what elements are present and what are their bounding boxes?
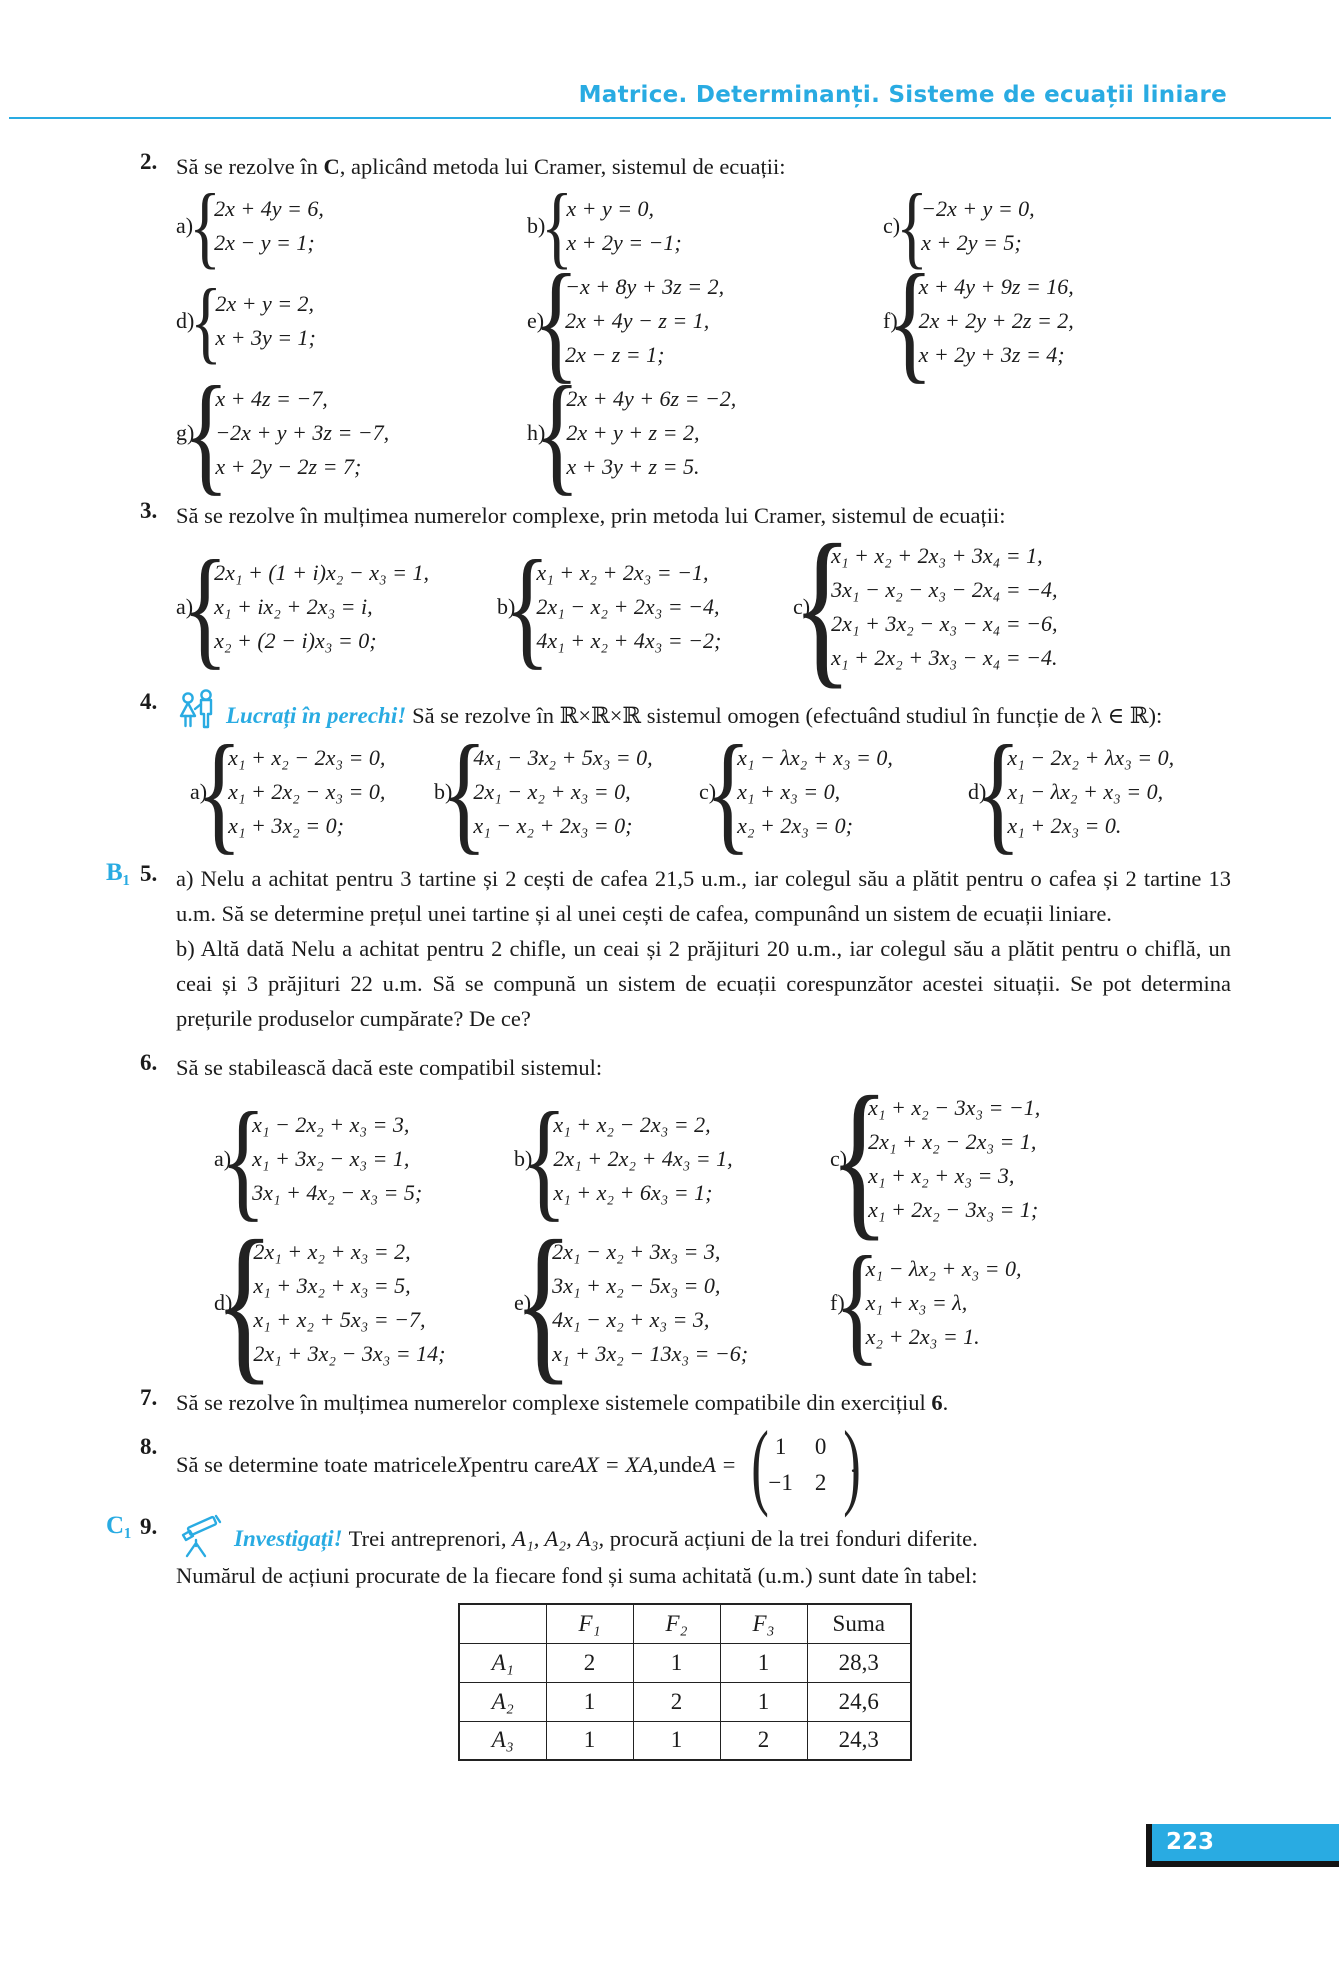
problem-number: 7.: [140, 1385, 158, 1410]
table-cell: 1: [546, 1721, 633, 1760]
system-label: e): [527, 308, 545, 333]
equation: 2x − z = 1;: [565, 342, 665, 367]
system-2e: [527, 270, 883, 372]
equations: [215, 382, 389, 484]
equation: 2x₁ + 3x₂ − x₃ − x₄ = −6,: [831, 611, 1058, 636]
problem-number: 6.: [140, 1050, 158, 1075]
funds-table: [458, 1603, 912, 1761]
set-symbol: C: [323, 154, 340, 179]
table-cell: 24,6: [807, 1682, 911, 1721]
equation: 3x₁ − x₂ − x₃ − 2x₄ = −4,: [831, 577, 1058, 602]
table-cell: A₁: [459, 1643, 546, 1682]
equation: x₁ + x₂ + 2x₃ + 3x₄ = 1,: [831, 543, 1043, 568]
system-label: b): [527, 213, 546, 238]
equations: [921, 192, 1035, 260]
equation: x₂ + 2x₃ = 0;: [737, 813, 853, 838]
equations: [214, 192, 324, 260]
system-2f: [883, 270, 1074, 372]
system-label: b): [434, 779, 453, 804]
equations: [228, 741, 385, 843]
table-cell: F₁: [546, 1604, 633, 1643]
equation: 2x₁ + x₂ − 2x₃ = 1,: [868, 1129, 1037, 1154]
work-in-pairs-badge: Lucrați în perechi!: [226, 703, 407, 728]
equations: [565, 270, 724, 372]
table-cell: 2: [546, 1643, 633, 1682]
problem-9: [106, 1512, 1231, 1761]
equation: x₁ + x₃ = 0,: [737, 779, 841, 804]
system-label: f): [830, 1290, 845, 1315]
table-cell: F₂: [633, 1604, 720, 1643]
equation: 2x − y = 1;: [214, 230, 315, 255]
table-row: [459, 1643, 911, 1682]
equations: [252, 1108, 422, 1210]
problem-3: [140, 498, 1231, 675]
equations: [473, 741, 652, 843]
equation: x + 2y − 2z = 7;: [215, 454, 362, 479]
problem-6: [140, 1050, 1231, 1371]
matrix-grid: [758, 1434, 836, 1496]
equation: x₁ + x₂ + 6x₃ = 1;: [553, 1180, 713, 1205]
system-label: d): [968, 779, 987, 804]
equation: 2x + 2y + 2z = 2,: [918, 308, 1074, 333]
equations: [919, 270, 1074, 372]
entrepreneur-symbols: A₁, A₂, A₃,: [512, 1526, 605, 1551]
equation: 3x₁ + x₂ − 5x₃ = 0,: [552, 1273, 721, 1298]
matrix-cell: 0: [814, 1434, 827, 1459]
system-label: b): [514, 1146, 533, 1171]
system-label: c): [883, 213, 901, 238]
system-label: a): [176, 213, 194, 238]
system-2g: [176, 382, 527, 484]
equation: x + 2y + 3z = 4;: [918, 342, 1065, 367]
equations: [566, 382, 736, 484]
system-label: d): [176, 308, 195, 333]
systems-row: [176, 539, 1231, 675]
problem-number: 4.: [140, 689, 158, 714]
system-label: b): [497, 594, 516, 619]
systems-row: [214, 1091, 1231, 1227]
equation: x + 2y = −1;: [566, 230, 682, 255]
equation: x₁ − λx₂ + x₃ = 0,: [737, 745, 893, 770]
equation: 2x + y = 2,: [215, 291, 315, 316]
investigate-badge: Investigați!: [234, 1526, 343, 1551]
problem-5: [106, 859, 1231, 1036]
table-cell: F₃: [720, 1604, 807, 1643]
system-2h: [527, 382, 736, 484]
system-label: h): [527, 420, 546, 445]
equation: x₁ + x₂ − 3x₃ = −1,: [868, 1095, 1041, 1120]
problem-text: Să se rezolve în mulțimea numerelor complexe, prin metoda lui Cramer, sistemul de ecuații:: [176, 503, 1006, 528]
equation: x₁ + 3x₂ + x₃ = 5,: [253, 1273, 411, 1298]
problem-2: [140, 149, 1231, 484]
equation: x₁ + 3x₂ = 0;: [228, 813, 344, 838]
formula: AX = XA,: [571, 1452, 659, 1477]
table-cell: 1: [546, 1682, 633, 1721]
system-4c: [699, 741, 968, 843]
equation: 3x₁ + 4x₂ − x₃ = 5;: [252, 1180, 423, 1205]
equation: 2x + 4y = 6,: [214, 196, 324, 221]
system-3b: [497, 556, 793, 658]
system-label: f): [883, 308, 898, 333]
system-label: a): [176, 594, 194, 619]
system-6b: [514, 1108, 830, 1210]
exercise-ref: 6: [931, 1390, 943, 1415]
system-2a: [176, 192, 527, 260]
equation: x₁ + 2x₂ + 3x₃ − x₄ = −4.: [831, 645, 1058, 670]
equation: 4x₁ + x₂ + 4x₃ = −2;: [536, 628, 722, 653]
system-label: c): [830, 1146, 848, 1171]
equation: x₁ + x₂ + x₃ = 3,: [868, 1163, 1015, 1188]
equation: x₁ + 3x₂ − 13x₃ = −6;: [552, 1341, 749, 1366]
system-4b: [434, 741, 699, 843]
problem-text: b) Altă dată Nelu a achitat pentru 2 chifle, un ceai și 2 prăjituri 20 u.m., iar colegul său a plătit pentru o chiflă, un ceai și 3 prăjituri 22 u.m. Să se compună un sistem de ecuații corespunzător acestei situații. Se pot determina prețurile produselor cumpărate? De ce?: [176, 936, 1231, 1031]
equation: −2x + y = 0,: [921, 196, 1035, 221]
matrix: [744, 1434, 850, 1496]
systems-row: [190, 741, 1231, 843]
equation: x₁ + 2x₃ = 0.: [1007, 813, 1122, 838]
equation: x₁ − 2x₂ + x₃ = 3,: [252, 1112, 410, 1137]
equation: x₁ + x₂ + 2x₃ = −1,: [536, 560, 709, 585]
equation: x₁ − λx₂ + x₃ = 0,: [865, 1256, 1022, 1281]
equation: 2x₁ − x₂ + x₃ = 0,: [473, 779, 631, 804]
equation: 2x₁ + x₂ + x₃ = 2,: [253, 1239, 411, 1264]
problem-7: [140, 1385, 1231, 1420]
matrix-cell: 2: [814, 1470, 827, 1495]
table-cell: 1: [720, 1643, 807, 1682]
equation: 2x + 4y − z = 1,: [565, 308, 710, 333]
equation: x + y = 0,: [566, 196, 655, 221]
equations: [552, 1235, 748, 1371]
equation: x₁ − λx₂ + x₃ = 0,: [1007, 779, 1164, 804]
matrix-cell: −1: [768, 1470, 793, 1495]
equation: 2x₁ + (1 + i)x₂ − x₃ = 1,: [214, 560, 429, 585]
problem-number: 3.: [140, 498, 158, 523]
equation: 2x₁ + 2x₂ + 4x₃ = 1,: [553, 1146, 733, 1171]
system-label: e): [514, 1290, 532, 1315]
equation: x + 3y = 1;: [215, 325, 316, 350]
equations: [253, 1235, 445, 1371]
table-cell: 28,3: [807, 1643, 911, 1682]
system-label: g): [176, 420, 195, 445]
equation: x + 3y + z = 5.: [566, 454, 700, 479]
system-3c: [793, 539, 1057, 675]
problem-number: 8.: [140, 1434, 158, 1459]
equation: 2x₁ − x₂ + 2x₃ = −4,: [536, 594, 720, 619]
systems-row: [176, 192, 1231, 260]
system-2d: [176, 287, 527, 355]
equation: −x + 8y + 3z = 2,: [565, 274, 725, 299]
equation: 2x + y + z = 2,: [566, 420, 700, 445]
system-label: c): [699, 779, 717, 804]
equations: [868, 1091, 1040, 1227]
content: [0, 119, 1339, 1761]
equation: −2x + y + 3z = −7,: [215, 420, 390, 445]
page-title: Matrice. Determinanți. Sisteme de ecuații liniare: [578, 82, 1227, 108]
page-number-box: [1146, 1824, 1339, 1867]
equation: x + 2y = 5;: [921, 230, 1022, 255]
equations: [866, 1252, 1022, 1354]
equation: 4x₁ − 3x₂ + 5x₃ = 0,: [473, 745, 653, 770]
problem-text: Să se rezolve în mulțimea numerelor complexe sistemele compatibile din exercițiul 6.: [176, 1390, 949, 1415]
table-cell: 2: [720, 1721, 807, 1760]
system-6f: [830, 1252, 1021, 1354]
problem-text: Să se stabilească dacă este compatibil sistemul:: [176, 1055, 603, 1080]
problem-text: Lucrați în perechi! Să se rezolve în ℝ×ℝ×ℝ sistemul omogen (efectuând studiul în funcție de λ ∈ ℝ):: [176, 689, 1231, 735]
problem-4: [140, 689, 1231, 843]
equations: [737, 741, 893, 843]
equation: x₁ + ix₂ + 2x₃ = i,: [214, 594, 373, 619]
equation: x + 4z = −7,: [215, 386, 328, 411]
table-cell: 1: [720, 1682, 807, 1721]
table-cell: A₃: [459, 1721, 546, 1760]
equation: x₁ − x₂ + 2x₃ = 0;: [473, 813, 633, 838]
system-label: c): [793, 594, 811, 619]
systems-row: [214, 1235, 1231, 1371]
system-3a: [176, 556, 497, 658]
equation: 4x₁ − x₂ + x₃ = 3,: [552, 1307, 710, 1332]
equations: [1007, 741, 1174, 843]
problem-text: a) Nelu a achitat pentru 3 tartine și 2 cești de cafea 21,5 u.m., iar colegul său a plătit pentru o cafea și 2 tartine 13 u.m. Să se determine prețul unei tartine și al unei cești de cafea, compunând un sistem de ecuații liniare.: [176, 866, 1231, 926]
system-4d: [968, 741, 1174, 843]
equation: x₁ + x₂ − 2x₃ = 2,: [553, 1112, 711, 1137]
equations: [215, 287, 316, 355]
problem-number: 2.: [140, 149, 158, 174]
table-cell: A₂: [459, 1682, 546, 1721]
equation: 2x₁ − x₂ + 3x₃ = 3,: [552, 1239, 721, 1264]
page-number: 223: [1166, 1829, 1215, 1855]
systems-row: [176, 270, 1231, 372]
system-6c: [830, 1091, 1040, 1227]
page-header: [0, 0, 1339, 119]
equations: [831, 539, 1057, 675]
table-cell: [459, 1604, 546, 1643]
problem-number: 5.: [140, 861, 158, 886]
section-label-c1: C₁: [106, 1512, 132, 1539]
table-header-row: [459, 1604, 911, 1643]
problem-text: Să se rezolve în C, aplicând metoda lui Cramer, sistemul de ecuații:: [176, 154, 786, 179]
equation: x₁ + 3x₂ − x₃ = 1,: [252, 1146, 410, 1171]
equation: x₁ + x₃ = λ,: [865, 1290, 968, 1315]
equation: x₁ − 2x₂ + λx₃ = 0,: [1007, 745, 1175, 770]
system-4a: [190, 741, 434, 843]
equations: [553, 1108, 732, 1210]
problem-text: Numărul de acțiuni procurate de la fiecare fond și suma achitată (u.m.) sunt date în tabel:: [176, 1563, 978, 1588]
section-label-b1: B₁: [106, 859, 131, 886]
table-row: [459, 1682, 911, 1721]
variable-x: X: [457, 1452, 471, 1477]
equation: x₂ + 2x₃ = 1.: [865, 1324, 980, 1349]
problem-8: [140, 1434, 1231, 1496]
table-cell: 1: [633, 1643, 720, 1682]
equation: 2x + 4y + 6z = −2,: [566, 386, 737, 411]
table-row: [459, 1721, 911, 1760]
equations: [536, 556, 721, 658]
table-cell: 2: [633, 1682, 720, 1721]
system-6a: [214, 1108, 514, 1210]
system-6e: [514, 1235, 830, 1371]
equation: 2x₁ + 3x₂ − 3x₃ = 14;: [253, 1341, 446, 1366]
system-6d: [214, 1235, 514, 1371]
system-label: d): [214, 1290, 233, 1315]
matrix-cell: 1: [774, 1434, 787, 1459]
problem-text: Să se determine toate matricele X pentru care AX = XA, unde A = 1 0 −1 2 .: [176, 1434, 856, 1495]
system-label: a): [190, 779, 208, 804]
equation: x₁ + x₂ − 2x₃ = 0,: [228, 745, 386, 770]
equation: x₁ + 2x₂ − 3x₃ = 1;: [868, 1197, 1039, 1222]
equations: [566, 192, 681, 260]
systems-row: [176, 382, 1231, 484]
equation: x₁ + x₂ + 5x₃ = −7,: [253, 1307, 426, 1332]
equation: x₂ + (2 − i)x₃ = 0;: [214, 628, 377, 653]
table-cell: Suma: [807, 1604, 911, 1643]
matrix-label: A =: [702, 1452, 737, 1477]
equation: x + 4y + 9z = 16,: [918, 274, 1074, 299]
equations: [214, 556, 429, 658]
system-2b: [527, 192, 883, 260]
telescope-icon: [176, 1514, 228, 1558]
problem-number: 9.: [140, 1514, 158, 1539]
equation: x₁ + 2x₂ − x₃ = 0,: [228, 779, 386, 804]
table-cell: 1: [633, 1721, 720, 1760]
problem-text: Investigați! Trei antreprenori, A₁, A₂, A₃, procură acțiuni de la trei fonduri diferite.: [176, 1514, 1231, 1558]
table-cell: 24,3: [807, 1721, 911, 1760]
system-label: a): [214, 1146, 232, 1171]
